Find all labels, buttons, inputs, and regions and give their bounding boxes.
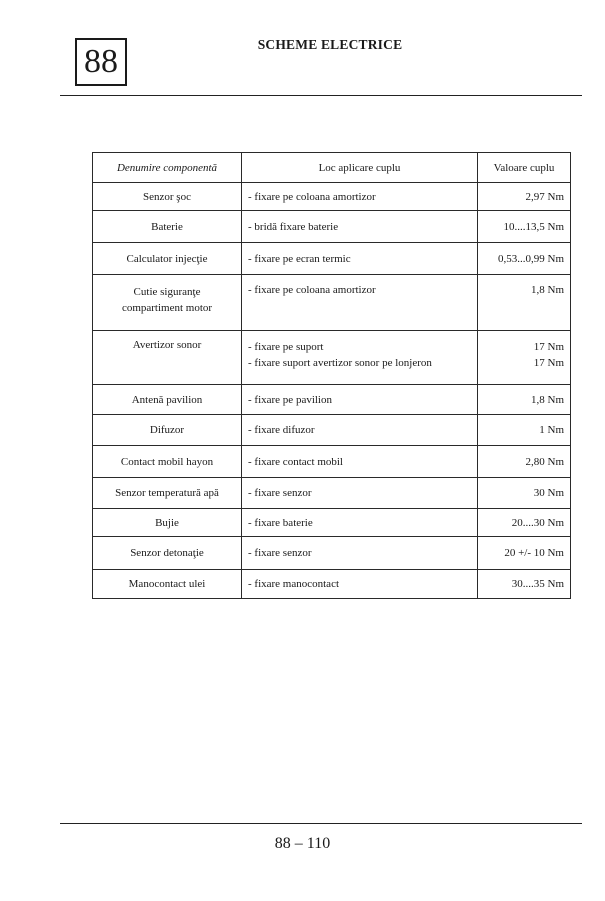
table-row [93,275,571,331]
torque-value: 20 +/- 10 Nm [478,537,571,570]
application-location: - fixare pe ecran termic [242,243,478,275]
torque-value: 10....13,5 Nm [478,211,571,243]
application-location: - bridă fixare baterie [242,211,478,243]
application-location: - fixare contact mobil [242,446,478,478]
torque-value-line: 17 Nm [533,341,564,353]
component-name: Difuzor [93,415,242,446]
component-name: Senzor şoc [93,183,242,211]
component-name-line: compartiment motor [121,302,213,314]
table-row [93,385,571,415]
component-name: Manocontact ulei [93,570,242,599]
component-name: Avertizor sonor [93,331,242,385]
table-header-row [93,153,571,183]
table-row [93,415,571,446]
component-name: Baterie [93,211,242,243]
application-location: - fixare manocontact [242,570,478,599]
table-row [93,243,571,275]
torque-value: 30 Nm [478,478,571,509]
page-title: SCHEME ELECTRICE [257,37,403,52]
table-row [93,446,571,478]
component-name: Contact mobil hayon [93,446,242,478]
column-header-component: Denumire componentă [93,153,242,183]
application-location: - fixare difuzor [242,415,478,446]
header-divider [60,95,582,96]
column-header-location: Loc aplicare cuplu [242,153,478,183]
application-location: - fixare pe coloana amortizor [242,275,478,331]
table-row [93,509,571,537]
torque-value: 0,53...0,99 Nm [478,243,571,275]
torque-value: 20....30 Nm [478,509,571,537]
component-name: Calculator injecţie [93,243,242,275]
component-name: Senzor detonaţie [93,537,242,570]
torque-value: 1,8 Nm [478,275,571,331]
table-row [93,537,571,570]
torque-value: 2,80 Nm [478,446,571,478]
torque-value: 1,8 Nm [478,385,571,415]
column-header-torque: Valoare cuplu [478,153,571,183]
application-location: - fixare pe coloana amortizor [242,183,478,211]
torque-value: 1 Nm [478,415,571,446]
torque-value [478,331,571,385]
application-location: - fixare baterie [242,509,478,537]
component-name: Senzor temperatură apă [93,478,242,509]
application-location: - fixare pe pavilion [242,385,478,415]
torque-value-line: 17 Nm [533,357,564,369]
application-location-line: - fixare suport avertizor sonor pe lonjeron [248,357,432,369]
table-row [93,211,571,243]
torque-table [92,152,571,599]
table-row [93,478,571,509]
table-row [93,331,571,385]
application-location: - fixare senzor [242,478,478,509]
chapter-number: 88 [84,43,118,80]
table-row [93,183,571,211]
component-name-line: Cutie siguranţe [133,286,201,298]
table-row [93,570,571,599]
application-location [242,331,478,385]
footer-divider [60,823,582,824]
torque-value: 30....35 Nm [478,570,571,599]
page-number: 88 – 110 [274,835,331,852]
application-location: - fixare senzor [242,537,478,570]
torque-value: 2,97 Nm [478,183,571,211]
component-name: Antenă pavilion [93,385,242,415]
component-name [93,275,242,331]
chapter-number-box [75,38,127,86]
component-name: Bujie [93,509,242,537]
application-location-line: - fixare pe suport [248,341,324,353]
